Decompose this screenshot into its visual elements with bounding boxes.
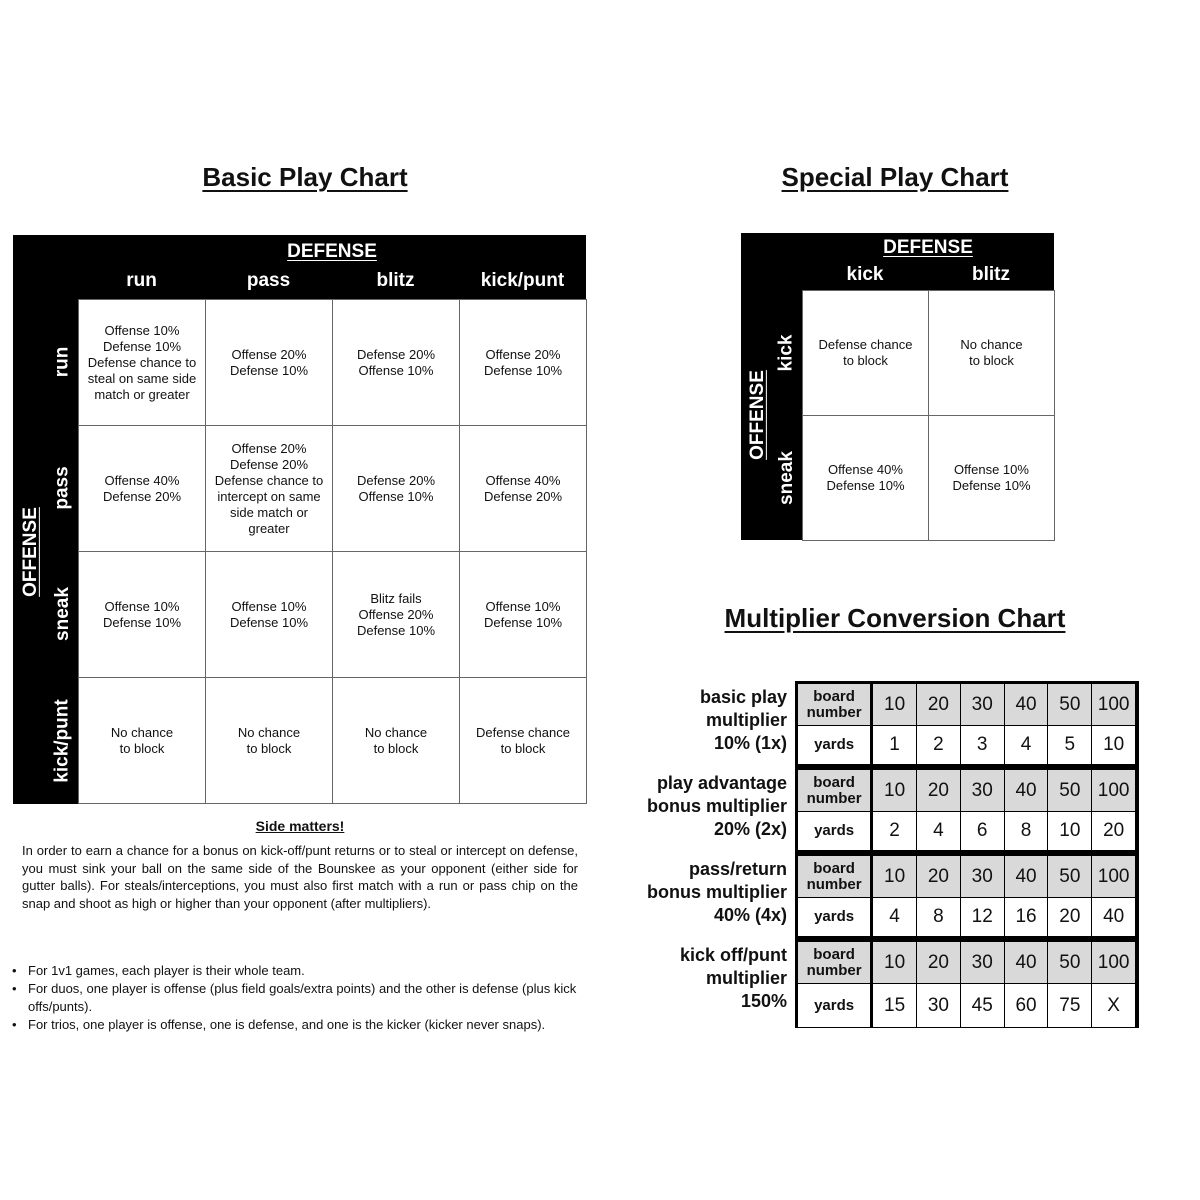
yards-cell: 8: [917, 898, 961, 937]
multiplier-table: [795, 681, 1139, 1028]
basic-cell-pass-blitz: Defense 20% Offense 10%: [332, 425, 460, 552]
basic-play-chart: [13, 235, 586, 804]
yards-cell: 20: [1092, 812, 1136, 851]
yards-cell: 40: [1092, 898, 1136, 937]
board-number-cell: 30: [961, 684, 1005, 726]
yards-cell: 4: [1005, 726, 1049, 765]
multiplier-description: [647, 858, 787, 927]
board-number-label: board number: [798, 770, 873, 812]
board-number-cell: 20: [917, 856, 961, 898]
board-number-cell: 10: [873, 942, 917, 984]
list-item: • For 1v1 games, each player is their whole team.: [12, 962, 602, 980]
basic-cell-run-kick-punt: Offense 20% Defense 10%: [459, 299, 587, 426]
multiplier-description-line: pass/return: [688, 859, 787, 879]
special-row-sneak: sneak: [775, 450, 797, 505]
yards-cell: 30: [917, 984, 961, 1028]
yards-label: yards: [798, 984, 873, 1028]
special-cell-sneak-blitz: Offense 10% Defense 10%: [928, 415, 1055, 541]
board-number-row: [798, 770, 1136, 812]
basic-cell-kick-punt-pass: No chance to block: [205, 677, 333, 804]
board-number-cell: 40: [1005, 942, 1049, 984]
special-offense-label: OFFENSE: [747, 370, 769, 460]
multiplier-description: [647, 772, 787, 841]
basic-cell-sneak-run: Offense 10% Defense 10%: [78, 551, 206, 678]
board-number-cell: 50: [1048, 684, 1092, 726]
yards-label: yards: [798, 812, 873, 851]
board-number-cell: 40: [1005, 770, 1049, 812]
yards-row: [798, 726, 1136, 768]
yards-row: [798, 898, 1136, 940]
yards-cell: 45: [961, 984, 1005, 1028]
basic-chart-title: Basic Play Chart: [202, 162, 408, 192]
board-number-cell: 20: [917, 942, 961, 984]
yards-cell: 3: [961, 726, 1005, 765]
multiplier-description: [680, 944, 787, 1013]
yards-cell: 4: [917, 812, 961, 851]
yards-cell: 2: [917, 726, 961, 765]
multiplier-chart-title: Multiplier Conversion Chart: [724, 603, 1066, 633]
yards-row: [798, 984, 1136, 1028]
basic-cell-pass-pass: Offense 20% Defense 20% Defense chance to intercept on same side match or greater: [205, 425, 333, 552]
board-number-cell: 10: [873, 856, 917, 898]
basic-row-kick-punt: kick/punt: [51, 698, 73, 783]
yards-cell: 10: [1048, 812, 1092, 851]
basic-offense-label: OFFENSE: [20, 506, 42, 597]
basic-col-kick-punt: kick/punt: [480, 270, 565, 291]
board-number-cell: 50: [1048, 856, 1092, 898]
basic-cell-sneak-kick-punt: Offense 10% Defense 10%: [459, 551, 587, 678]
yards-cell: 2: [873, 812, 917, 851]
basic-col-pass: pass: [246, 270, 291, 291]
basic-col-blitz: blitz: [376, 270, 415, 291]
board-number-cell: 100: [1092, 684, 1136, 726]
multiplier-description-line: multiplier: [705, 968, 787, 988]
special-defense-label: DEFENSE: [883, 237, 973, 258]
yards-cell: 10: [1092, 726, 1136, 765]
yards-cell: 1: [873, 726, 917, 765]
special-col-blitz: blitz: [972, 264, 1010, 285]
board-number-cell: 30: [961, 770, 1005, 812]
list-item: • For trios, one player is offense, one is defense, and one is the kicker (kicker never snaps).: [12, 1016, 602, 1034]
special-cell-sneak-kick: Offense 40% Defense 10%: [802, 415, 929, 541]
yards-cell: 20: [1048, 898, 1092, 937]
multiplier-description-line: play advantage: [656, 773, 787, 793]
side-matters-text: In order to earn a chance for a bonus on kick-off/punt returns or to steal or intercept on defense, you must sink your ball on the same side of the Bounskee as your opponent (either side for gutter balls). For steals/interceptions, you must also first match with a run or pass chip on the snap and shoot as high or higher than your opponent (after multipliers).: [22, 843, 578, 911]
multiplier-description-line: basic play: [699, 687, 787, 707]
basic-cell-sneak-pass: Offense 10% Defense 10%: [205, 551, 333, 678]
board-number-label: board number: [798, 684, 873, 726]
basic-cell-kick-punt-blitz: No chance to block: [332, 677, 460, 804]
multiplier-description-line: multiplier: [705, 710, 787, 730]
special-col-kick: kick: [846, 264, 884, 285]
board-number-row: [798, 942, 1136, 984]
list-item: • For duos, one player is offense (plus field goals/extra points) and the other is defense (plus kick offs/punts).: [12, 980, 602, 1016]
basic-cell-run-blitz: Defense 20% Offense 10%: [332, 299, 460, 426]
basic-col-run: run: [126, 270, 157, 291]
special-row-kick: kick: [775, 334, 797, 371]
board-number-cell: 50: [1048, 942, 1092, 984]
board-number-cell: 100: [1092, 770, 1136, 812]
board-number-row: [798, 856, 1136, 898]
basic-cell-pass-run: Offense 40% Defense 20%: [78, 425, 206, 552]
board-number-cell: 10: [873, 770, 917, 812]
special-cell-kick-kick: Defense chance to block: [802, 290, 929, 416]
yards-cell: 4: [873, 898, 917, 937]
yards-cell: 5: [1048, 726, 1092, 765]
basic-row-run: run: [51, 346, 73, 378]
basic-row-pass: pass: [51, 466, 73, 510]
special-cell-kick-blitz: No chance to block: [928, 290, 1055, 416]
multiplier-description-line: 40% (4x): [713, 905, 787, 925]
yards-cell: 60: [1005, 984, 1049, 1028]
board-number-label: board number: [798, 856, 873, 898]
basic-cell-run-pass: Offense 20% Defense 10%: [205, 299, 333, 426]
side-matters-title: Side matters!: [255, 818, 345, 834]
yards-row: [798, 812, 1136, 854]
multiplier-description-line: kick off/punt: [680, 945, 787, 965]
basic-cell-run-run: Offense 10% Defense 10% Defense chance to steal on same side match or greater: [78, 299, 206, 426]
board-number-label: board number: [798, 942, 873, 984]
board-number-cell: 100: [1092, 942, 1136, 984]
yards-cell: 16: [1005, 898, 1049, 937]
basic-cell-pass-kick-punt: Offense 40% Defense 20%: [459, 425, 587, 552]
multiplier-description-line: 150%: [740, 991, 787, 1011]
yards-cell: 8: [1005, 812, 1049, 851]
board-number-cell: 30: [961, 856, 1005, 898]
multiplier-description-line: 10% (1x): [713, 733, 787, 753]
yards-label: yards: [798, 898, 873, 937]
yards-cell: 75: [1048, 984, 1092, 1028]
yards-cell: 6: [961, 812, 1005, 851]
basic-cell-kick-punt-run: No chance to block: [78, 677, 206, 804]
multiplier-description-line: bonus multiplier: [646, 882, 787, 902]
board-number-cell: 20: [917, 684, 961, 726]
special-play-chart: [741, 233, 1054, 540]
basic-defense-label: DEFENSE: [287, 241, 377, 262]
yards-cell: X: [1092, 984, 1136, 1028]
multiplier-description-line: bonus multiplier: [646, 796, 787, 816]
basic-cell-sneak-blitz: Blitz fails Offense 20% Defense 10%: [332, 551, 460, 678]
board-number-cell: 100: [1092, 856, 1136, 898]
board-number-cell: 40: [1005, 684, 1049, 726]
board-number-cell: 30: [961, 942, 1005, 984]
board-number-cell: 10: [873, 684, 917, 726]
yards-cell: 15: [873, 984, 917, 1028]
special-chart-title: Special Play Chart: [781, 162, 1009, 192]
multiplier-description: [700, 686, 787, 755]
basic-cell-kick-punt-kick-punt: Defense chance to block: [459, 677, 587, 804]
yards-label: yards: [798, 726, 873, 765]
basic-row-sneak: sneak: [51, 587, 73, 641]
board-number-cell: 20: [917, 770, 961, 812]
team-rules-list: [12, 962, 602, 1034]
board-number-cell: 40: [1005, 856, 1049, 898]
multiplier-description-line: 20% (2x): [713, 819, 787, 839]
yards-cell: 12: [961, 898, 1005, 937]
board-number-row: [798, 684, 1136, 726]
board-number-cell: 50: [1048, 770, 1092, 812]
